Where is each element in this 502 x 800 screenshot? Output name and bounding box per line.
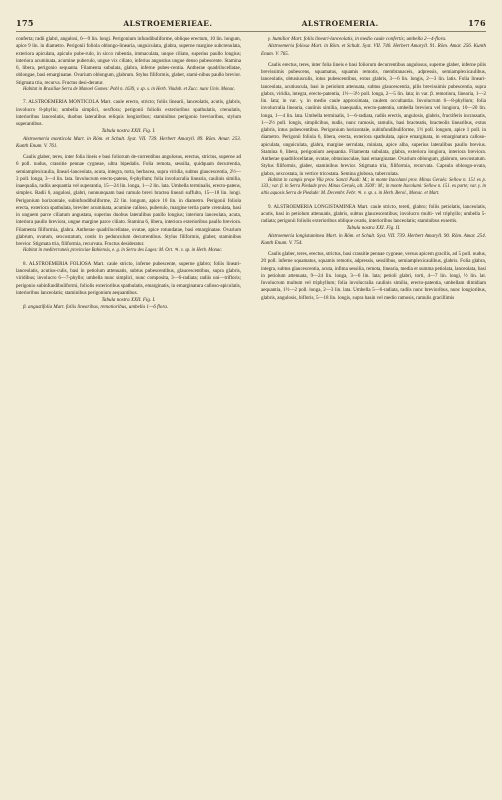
paragraph: Alstroemeria monticola Mart. in Röm. et Schult. Syst. VII. 739. Herbert Amaryll. 89. Röm. Amar. 253. Kunth Enum. V. 761. (16, 135, 241, 149)
running-title-left: ALSTROEMERIEAE. (123, 19, 213, 28)
paragraph: Habitat in Brasiliae Serra de Manoel Gomes: Pohl n. 1639, v. sp. s. in Herb. Vindob. et Zucc. nunc Univ. Monac. (23, 86, 236, 92)
paragraph: γ. humilior Mart. foliis lineari-lanceolatis, in medio caule confertis; umbella 2—4-flora. (268, 36, 447, 42)
page-number-right: 176 (468, 18, 486, 28)
paragraph: 8. ALSTROEMERIA FOLIOSA Mart. caule stricto, inferne pubescente, superne glabro; foliis lineari-lanceolatis, acutius-culis, basi in petiolum attenuatis, subtus pubescentibus, glaucescentibus, supra glabris, viridibus; involucro 6—7-phyllo; umbella nunc simplici, nunc composita, 3—6-radiata; radiis uni—trifloris; perigonio subinfundibuliformi, foliolis exterioribus spathulatis, emarginatis, in emarginatura calloso-apiculatis, interioribus lanceolatis; staminibus perigonium aequantibus. (16, 260, 241, 296)
paragraph: Habitat in campis prope Vila prov. Sancti Pauli: M.; in monte Itacolumi prov. Minas Geraës: Sellow n. 151 ex p. 133.; var. β. in Serra Piedade prov. Minas Geraës, alt. 3500': M.; in monte Itacolumi: Sellow n. 151. ex parte; var. γ. in altis aquosis Serra de Piedade: M. Decembr. Febr. ♃. v. sp. s. in Herb. Berol., Monac. et Mart. (261, 177, 486, 196)
paragraph: 7. ALSTROEMERIA MONTICOLA Mart. caule erecto, stricto; foliis linearii, lanceolatis, acutis, glabris, involucro 8-phyllo; umbella simplici, sexflora; perigonii foliolis exterioribus spathulatis, crenulatis, interioribus lanceolatis, duobus lateralibus reliquis longioribus; staminibus perigonio brevioribus, stylum superantibus. (16, 99, 241, 128)
paragraph: 9. ALSTROEMERIA LONGISTAMINEA Mart. caule stricto, tereti, glabro; foliis petiolatis, lanceolatis, acutis, basi in petiolum attenuatis, glabris, subtus glaucescentibus; involucro multi- vel triphyllo; umbella 5-radiata; perigonii foliolis exterioribus oblique ovatis, interioribus lanceolatis; staminibus exsertis. (261, 203, 486, 225)
running-header (16, 16, 486, 32)
paragraph: β. angustifolia Mart. foliis linearibus, remotioribus, umbella 1—6 flora. (23, 304, 169, 311)
paragraph: Habitat in mediterraneis provinciae Bahiensis, e. g. in Serra des Lages: M. Oct. ♃. v. sp. in Herb. Monac. (23, 248, 223, 254)
left-text-column (16, 36, 241, 784)
paragraph: Tabula nostra XXII. Fig. I. (101, 128, 156, 135)
running-title-right: ALSTROEMERIA. (301, 19, 379, 28)
paragraph: Caulis glaber, teres, inter folia lineis e basi foliorum de-currentibus angulosus, erectus, strictus, superne ad 6 poll. nudus, crassitie pennae cygneae, ultra bipedalis. Folia remota, sessilia, quidquam decurrentia, semiamplexicaulia, lineari-lanceolata, acuta, integra, torta, herbacea, supra viridia, subtus glaucescentia, 2½—3 poll. longa, 3—4 lin. lata. Involucrum erecto-patens, 8-phyllum; folia involucralia linearia, caulinis similia, inaequalia, radiis aequantia vel superantia, 15—24 lin. longa, 1—2 lin. lata. Umbella terminalis, erecto-patens, simplex. Radii 6, angulosi, glabri, nonnunquam basi ramulo brevi bractea lineari suffulto, 15—18 lin. longi. Perigonium horizontale, subinfundibuliforme, 22 lin. longum, apice 10 lin. in diametro. Perigonii foliola erecta, exteriora spathulata, breviter acuminata, acumine calloso, puberulo, margine tertia parte crenulata, basi in unguem parce ciliatum angustata, superius duobus lateralibus paullo longius; interiora lanceolata, acuta, interiora paullo breviora, ungue margine parce ciliato. Stamina 6, libera, interiora exterioribus paullo breviora. Filamenta filiformia, glabra. Antherae quadrilocellatae, ovatae, apice rotundatae, basi emarginatae. Ovarium glabrum, ovatum, sexcostatum, costis in pedunculum decurrentibus. Stylus filiformis, glaber, staminibus brevior. Stigmata tria, filiformia, recurvata. Fructus desideratur. (16, 154, 241, 248)
page-number-left: 175 (16, 18, 34, 28)
paragraph: Tabula nostra XXI. Fig. II. (346, 225, 401, 232)
paragraph: Alstroemeria longistaminea Mart. in Röm. et Schult. Syst. VII. 739. Herbert Amaryll. 90. Röm. Amar. 254. Kunth Enum. V. 754. (261, 232, 486, 246)
paragraph: conferta; radii glabri, angulosi, 6—9 lin. longi. Perigonium infundibuliforme, oblique erectum, 10 lin. longum, apice 9 lin. in diametro. Perigonii foliola oblongo-linearia, unguiculata, glabra, superne margine subcrenulata, exteriora apiculata, apiculo pube-rulo, in sicco rubentia, immaculata, unque ciliato, superius paullo longius; interiora acuminata, acumine puberulo, ungue vix ciliato, inferius angustius ungue denso pubescente. Stamina 6, libera, perigonio sequanta. Filamenta subulata, glabra, inferne pubes-centia. Antherae quadrilocellatae, oblongae, basi emarginatae. Ovarium oblongum, glabrum. Stylus filiformis, glaber, stami-nibus paullo brevior. Stigmata tria, recurva. Fructus desi-deratur. (16, 36, 241, 86)
paragraph: Caulis glaber, teres, erectus, strictus, basi crassitie pennae cygneae, versus apicem gracilis, ad 5 poll. nudus, 20 poll. inferne squamatus, squamis remotis, adpressis, sessilibus, semiamplexicaulibus, glabris. Folia glabra, integra, subtus glaucescentia, acuta, infima sessilia, remota, linearia, media et summa petiolata, lanceolata, basi in petiolum attenuata, 9—24 lin. longa, 3—6 lin. lata; petioli glabri, torti, 4—7 lin. longi, ½ lin. lat. Involucrum multum vel triphyllum; folia involucralia caulinis similia, erecto-patentia, umbellam dimidiam aequantia, 1½—2 poll. longa, 2—3 lin. lata. Umbella 5—6-radiata, radiis nunc brevioribus, nunc longioribus, glabris, angulosis, bifloris, 5—18 lin. longis, supra basin vel medio ramosis, ramulis gracillimis (261, 251, 486, 301)
right-text-column (261, 36, 486, 784)
paragraph: Tabula nostra XXII. Fig. I. (101, 297, 156, 304)
paragraph: Caulis erectus, teres, inter folia lineis e basi foliorum decurrentibus angulosus, superne glaber, inferne pilis brevissimis pubescens, squamatus, squamis remotis, membranaceis, adpressis, semiamplexicaulibus, lanceolatis, obtusiusculis, intus pubescentibus, extus glabris, 3—6 lin. longis, 2—3 lin. latis. Folia lineari-lanceolata, acutiuscula, basi in petiolum attenuata, subtus glaucescentia, pilis brevissimis pubescentia, supra glabra, viridia, integra, erecto-patentia, 1½—3½ poll. longa, 2—5 lin. lata; in var. β. remotiora, linearia, 1—2 lin. lata; in var. γ. in medio caule approximata, caulem occultantia. Involucrum 6—8-phyllum; folia involucralia linearia, caulinis similia, inaequalia, erecto-patentia, umbella breviora vel longiora, 10—20 lin. longa, 1—4 lin. lata. Umbella terminalis, 1—6-radiata, radiis erectis, angulosis, glabris, fructiferis incrassatis, 1—2½ poll. longis, simplicibus, nudis, nunc ramosis, ramulis, basi bracteatis, bracteolis linearibus, extus glabris, intus pubescentibus. Perigonium horizontale, subinfundibuliforme, 1½ poll. longum, apice 1 poll. in diametro. Perigonii foliola 6, libera, erecta, exteriora spathulata, apice emarginata, in emarginatura calloso-apiculata, unguiculata, glabra, margine serrulata, miniata, apice alba, superius lateralibus paullo brevius. Stamina 6, libera, perigonium aequantia. Filamenta subulata, glabra, exteriora longiora, interiora breviora. Antherae quadrilocellatae, ovatae, obtusiusculae, basi emarginatae. Ovarium oblongum, glabrum, sexcostatum. Stylus filiformis, glaber, staminibus brevior. Stigmata tria, filiformia, recurvata. Capsula oblongo-ovata, glabra, sexcostata, in vertice tricostata. Semina globosa, tuberculata. (261, 61, 486, 177)
paragraph: Alstroemeria foliosa Mart. in Röm. et Schult. Syst. VII. 740. Herbert Amaryll. 91. Röm. Amar. 256. Kunth Enum. V. 765. (261, 43, 486, 57)
